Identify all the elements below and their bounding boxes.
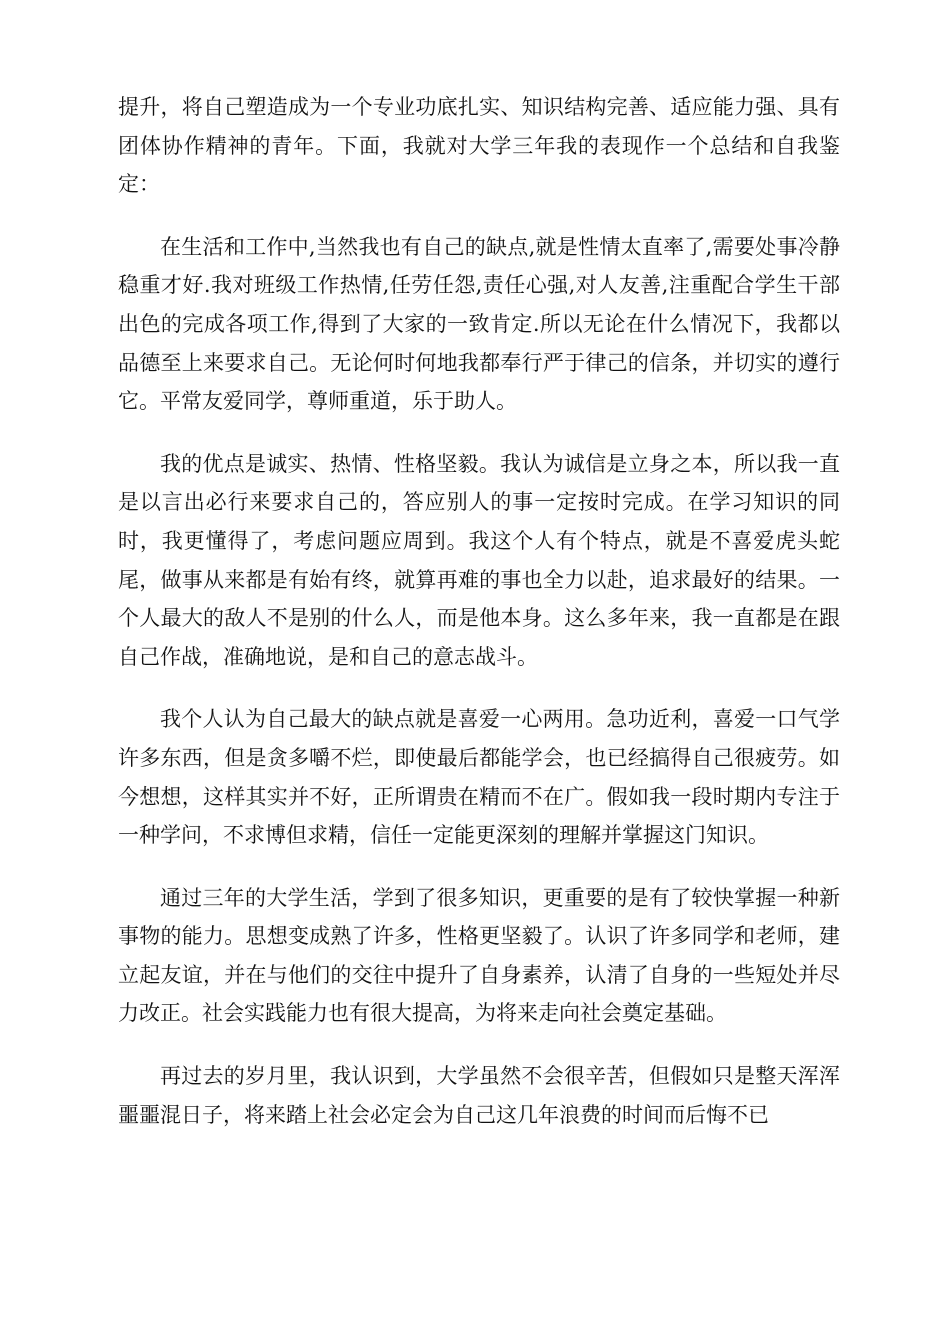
document-page <box>118 88 840 1158</box>
paragraph-strengths: 我的优点是诚实、热情、性格坚毅。我认为诚信是立身之本，所以我一直是以言出必行来要求自己的，答应别人的事一定按时完成。在学习知识的同时，我更懂得了，考虑问题应周到。我这个人有个特点，就是不喜爱虎头蛇尾，做事从来都是有始有终，就算再难的事也全力以赴，追求最好的结果。一个人最大的敌人不是别的什么人，而是他本身。这么多年来，我一直都是在跟自己作战，准确地说，是和自己的意志战斗。 <box>118 451 840 669</box>
paragraph-intro: 提升，将自己塑造成为一个专业功底扎实、知识结构完善、适应能力强、具有团体协作精神的青年。下面，我就对大学三年我的表现作一个总结和自我鉴定： <box>118 95 840 197</box>
paragraph-weaknesses: 我个人认为自己最大的缺点就是喜爱一心两用。急功近利，喜爱一口气学许多东西，但是贪多嚼不烂，即使最后都能学会，也已经搞得自己很疲劳。如今想想，这样其实并不好，正所谓贵在精而不在广。假如我一段时期内专注于一种学问，不求博但求精，信任一定能更深刻的理解并掌握这门知识。 <box>118 707 840 848</box>
paragraph-life-and-work: 在生活和工作中,当然我也有自己的缺点,就是性情太直率了,需要处事冷静稳重才好.我对班级工作热情,任劳任怨,责任心强,对人友善,注重配合学生干部出色的完成各项工作,得到了大家的一致肯定.所以无论在什么情况下，我都以品德至上来要求自己。无论何时何地我都奉行严于律己的信条，并切实的遵行它。平常友爱同学，尊师重道，乐于助人。 <box>118 234 840 414</box>
paragraph-reflection: 再过去的岁月里，我认识到，大学虽然不会很辛苦，但假如只是整天浑浑噩噩混日子，将来踏上社会必定会为自己这几年浪费的时间而后悔不已 <box>118 1064 840 1127</box>
paragraph-college-gains: 通过三年的大学生活，学到了很多知识，更重要的是有了较快掌握一种新事物的能力。思想变成熟了许多，性格更坚毅了。认识了许多同学和老师，建立起友谊，并在与他们的交往中提升了自身素养，认清了自身的一些短处并尽力改正。社会实践能力也有很大提高，为将来走向社会奠定基础。 <box>118 885 840 1026</box>
